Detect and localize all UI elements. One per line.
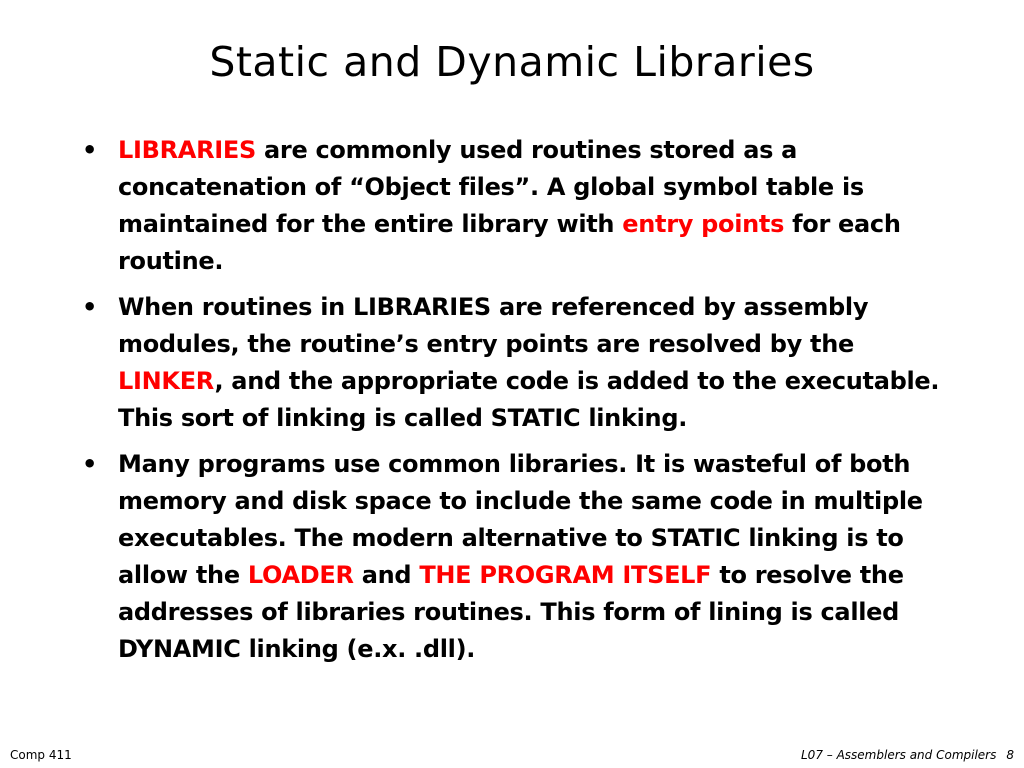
bullet-segment-highlight: LIBRARIES <box>118 136 256 164</box>
bullet-item <box>82 132 942 280</box>
bullet-dot-icon: • <box>82 293 98 321</box>
bullet-list <box>82 132 942 677</box>
bullet-segment-highlight: THE PROGRAM ITSELF <box>419 561 712 589</box>
bullet-segment: , and the appropriate code is added to the executable. This sort of linking is called STATIC linking. <box>118 367 940 432</box>
footer-course: Comp 411 <box>10 748 72 762</box>
footer-lecture: L07 – Assemblers and Compilers <box>801 748 997 762</box>
bullet-segment: and <box>353 561 420 589</box>
footer-page-number: 8 <box>1006 748 1014 762</box>
bullet-segment: are commonly used routines stored as a concatenation of “Object files”. A global symbol table is maintained for the entire library with <box>118 136 864 238</box>
bullet-segment: When routines in LIBRARIES are referenced by assembly modules, the routine’s entry points are resolved by the <box>118 293 869 358</box>
bullet-segment-highlight: LINKER <box>118 367 215 395</box>
bullet-segment: to resolve the addresses of libraries routines. This form of lining is called DYNAMIC linking (e.x. .dll). <box>118 561 904 663</box>
bullet-segment-highlight: LOADER <box>247 561 354 589</box>
bullet-dot-icon: • <box>82 136 98 164</box>
bullet-item <box>82 446 942 668</box>
bullet-segment-highlight: entry points <box>622 210 785 238</box>
bullet-item <box>82 289 942 437</box>
footer-right <box>801 748 1014 762</box>
bullet-segment: Many programs use common libraries. It is wasteful of both memory and disk space to include the same code in multiple executables. The modern alternative to STATIC linking is to allow the <box>118 450 923 589</box>
bullet-dot-icon: • <box>82 450 98 478</box>
slide-title: Static and Dynamic Libraries <box>209 38 815 86</box>
bullet-segment: for each routine. <box>118 210 901 275</box>
